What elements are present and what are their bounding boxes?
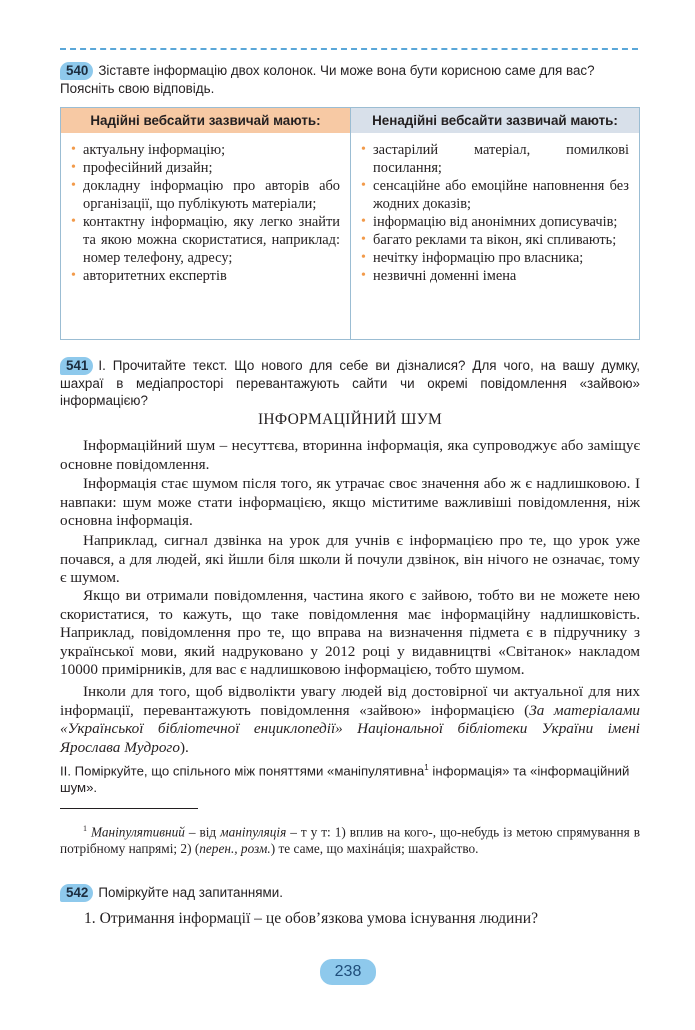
footnote bbox=[60, 820, 640, 857]
task-540 bbox=[60, 62, 640, 97]
footnote-body2: ) те саме, що махінáція; шахрайство. bbox=[270, 841, 479, 857]
part2-end: інформація» та «інформаційний шум». bbox=[60, 763, 630, 796]
reliable-header: Надійні вебсайти зазвичай мають: bbox=[61, 108, 350, 133]
task-542 bbox=[60, 884, 640, 902]
unreliable-column bbox=[350, 133, 639, 339]
list-item: • сенсаційне або емоційне наповнення без жодних доказів; bbox=[361, 177, 629, 213]
footnote-divider bbox=[60, 808, 198, 809]
text-title: ІНФОРМАЦІЙНИЙ ШУМ bbox=[257, 411, 443, 428]
list-item: • професійний дизайн; bbox=[71, 159, 340, 177]
footnote-root: маніпуляція bbox=[220, 824, 287, 840]
task-540-line1: Зіставте інформацію двох колонок. Чи може вона бути корисною саме для вас? bbox=[98, 63, 595, 78]
task-number-badge: 542 bbox=[60, 884, 93, 902]
footnote-abbr: перен., розм. bbox=[199, 841, 271, 857]
paragraph-3: Наприклад, сигнал дзвінка на урок для учнів є інформацією про те, що урок уже почався, а для людей, які йшли біля школи й почули дзвінок, він нічого не означає, тому є шумом. bbox=[60, 532, 640, 586]
footnote-ref: 1 bbox=[424, 763, 429, 772]
list-item: • багато реклами та вікон, які спливають; bbox=[361, 231, 629, 249]
task-number-badge: 540 bbox=[60, 62, 93, 80]
question-1: 1. Отримання інформації – це обов’язкова умова існування людини? bbox=[84, 910, 539, 927]
footnote-term: Маніпулятивний bbox=[90, 824, 185, 840]
list-item: • застарілий матеріал, помилкові посилання; bbox=[361, 141, 629, 177]
list-item: • докладну інформацію про авторів або організації, що публікують матеріали; bbox=[71, 177, 340, 213]
task-542-text: Поміркуйте над запитаннями. bbox=[98, 885, 283, 900]
comparison-table bbox=[60, 107, 640, 340]
task-541-part-2 bbox=[60, 759, 640, 796]
footnote-mark: 1 bbox=[83, 824, 87, 833]
paragraph-5-end: ). bbox=[179, 738, 189, 756]
list-item: • нечітку інформацію про власника; bbox=[361, 249, 629, 267]
paragraph-4: Якщо ви отримали повідомлення, частина якого є зайвою, тобто ви не можете нею скористатися, то кажуть, що таке повідомлення має інформаційну надлишковість. Наприклад, повідомлення про те, що вправа на визначення підмета є в підручнику з української мови, який надруковано у 2012 році у видавництві «Світанок» накладом 10000 примірників, для вас є надлишковою інформацією, тобто шумом. bbox=[60, 587, 640, 678]
paragraph-1: Інформаційний шум – несуттєва, вторинна інформація, яка супроводжує або заміщує основне повідомлення. bbox=[60, 437, 640, 473]
list-item: • актуальну інформацію; bbox=[71, 141, 340, 159]
task-number-badge: 541 bbox=[60, 357, 93, 375]
part2-start: ІІ. Поміркуйте, що спільного між поняттями «маніпулятивна bbox=[60, 763, 425, 779]
task-541-text: І. Прочитайте текст. Що нового для себе ви дізналися? Для чого, на вашу думку, шахраї в медіапросторі перевантажують сайти чи окремі повідомлення «зайвою» інформацією? bbox=[60, 358, 640, 408]
top-dashed-rule bbox=[60, 48, 638, 50]
footnote-body: 1) вплив на кого-, що-небудь із метою спрямування в потрібному напрямі; 2) ( bbox=[60, 824, 641, 857]
footnote-dash: – від bbox=[184, 824, 221, 840]
footnote-spaced: – т у т: bbox=[286, 824, 331, 840]
list-item: • авторитетних експертів bbox=[71, 267, 340, 285]
paragraph-2: Інформація стає шумом після того, як утрачає своє значення або ж є надлишковою. І навпаки: шум може стати інформацією, якщо міститиме важливіші повідомлення, ніж основна інформація. bbox=[60, 475, 640, 529]
task-540-line2: Поясніть свою відповідь. bbox=[60, 81, 215, 96]
list-item: • контактну інформацію, яку легко знайти та якою можна скористатися, наприклад: номер телефону, адресу; bbox=[71, 213, 340, 267]
reliable-column bbox=[61, 133, 350, 339]
unreliable-header: Ненадійні вебсайти зазвичай мають: bbox=[350, 108, 639, 133]
page-number: 238 bbox=[320, 959, 376, 985]
paragraph-5 bbox=[60, 683, 640, 757]
paragraph-5-start: Інколи для того, щоб відволікти увагу людей від достовірної чи актуальної для них інформації, перевантажують повідомлення «зайвою» інформацією ( bbox=[60, 683, 640, 719]
list-item: • незвичні доменні імена bbox=[361, 267, 629, 285]
source-citation: За матеріалами «Української бібліотечної енциклопедії» Національної бібліотеки України імені Ярослава Мудрого bbox=[60, 701, 640, 756]
list-item: • інформацію від анонімних дописувачів; bbox=[361, 213, 629, 231]
task-541 bbox=[60, 357, 640, 409]
